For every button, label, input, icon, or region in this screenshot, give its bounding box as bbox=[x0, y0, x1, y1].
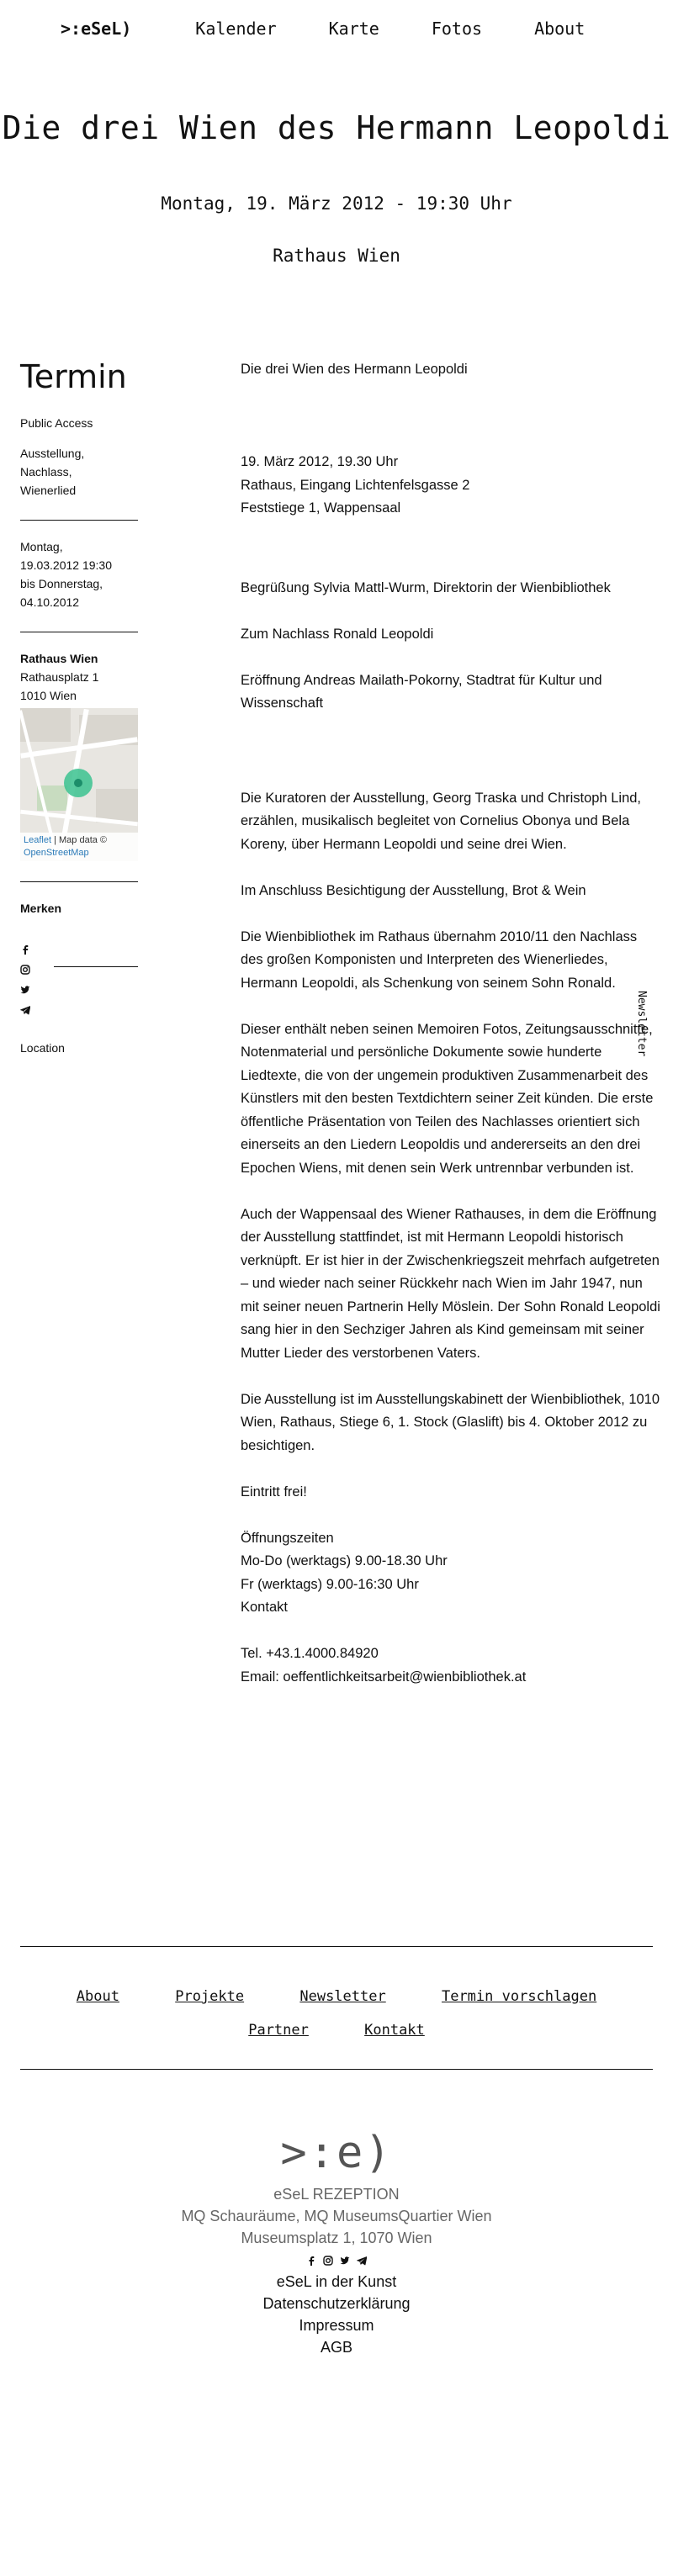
date-line: bis Donnerstag, bbox=[20, 577, 103, 590]
tag-item[interactable]: Ausstellung, bbox=[20, 447, 85, 460]
opening-hours-line: Mo-Do (werktags) 9.00-18.30 Uhr bbox=[241, 1553, 448, 1568]
footer-address bbox=[0, 2183, 673, 2249]
access-label: Public Access bbox=[20, 416, 93, 430]
footer-link-newsletter[interactable]: Newsletter bbox=[299, 1988, 386, 2005]
footer-link-datenschutz[interactable]: Datenschutzerklärung bbox=[262, 2295, 411, 2312]
paragraph: Begrüßung Sylvia Mattl-Wurm, Direktorin der Wienbibliothek bbox=[241, 579, 611, 595]
tag-item[interactable]: Nachlass, bbox=[20, 465, 72, 479]
map-attribution bbox=[20, 833, 138, 861]
divider bbox=[20, 1946, 653, 1947]
content-title: Die drei Wien des Hermann Leopoldi bbox=[241, 362, 468, 377]
site-logo[interactable]: >:eSeL) bbox=[61, 19, 132, 39]
paragraph: Eintritt frei! bbox=[241, 1484, 307, 1500]
when-line: Rathaus, Eingang Lichtenfelsgasse 2 bbox=[241, 477, 470, 493]
paragraph: Im Anschluss Besichtigung der Ausstellung, Brot & Wein bbox=[241, 882, 586, 898]
address-line: Museumsplatz 1, 1070 Wien bbox=[241, 2230, 432, 2246]
event-venue: Rathaus Wien bbox=[273, 246, 400, 266]
opening-hours-line: Kontakt bbox=[241, 1600, 288, 1615]
telegram-icon[interactable] bbox=[20, 1000, 138, 1020]
address-line: eSeL REZEPTION bbox=[273, 2186, 400, 2203]
tag-list bbox=[20, 444, 138, 500]
paragraph: Die Kuratoren der Ausstellung, Georg Traska und Christoph Lind, erzählen, musikalisch begleitet von Cornelius Obonya und Bela Koreny, über Hermann Leopoldi und seine drei Wien. bbox=[241, 790, 642, 852]
event-description bbox=[241, 358, 661, 1689]
paragraph: Eröffnung Andreas Mailath-Pokorny, Stadtrat für Kultur und Wissenschaft bbox=[241, 672, 602, 711]
date-line: 04.10.2012 bbox=[20, 595, 80, 609]
location-label[interactable]: Location bbox=[20, 1041, 65, 1055]
location-street: Rathausplatz 1 bbox=[20, 670, 99, 684]
newsletter-tab[interactable]: Newsletter bbox=[635, 991, 648, 1057]
opening-hours-line: Fr (werktags) 9.00-16:30 Uhr bbox=[241, 1576, 419, 1592]
map-attribution-text: | Map data © bbox=[51, 835, 108, 845]
paragraph: Zum Nachlass Ronald Leopoldi bbox=[241, 626, 434, 642]
divider bbox=[20, 881, 138, 882]
date-line: Montag, bbox=[20, 540, 63, 553]
footer-link-about[interactable]: About bbox=[76, 1988, 119, 2005]
when-line: 19. März 2012, 19.30 Uhr bbox=[241, 454, 399, 469]
location-city: 1010 Wien bbox=[20, 689, 77, 702]
twitter-icon[interactable] bbox=[340, 2256, 350, 2266]
instagram-icon[interactable] bbox=[20, 960, 138, 980]
paragraph: Die Ausstellung ist im Ausstellungskabinett der Wienbibliothek, 1010 Wien, Rathaus, Stiege 6, 1. Stock (Glaslift) bis 4. Oktober 2012 zu besichtigen. bbox=[241, 1391, 660, 1453]
location-block bbox=[20, 649, 138, 705]
event-sidebar bbox=[20, 358, 138, 1057]
location-name[interactable]: Rathaus Wien bbox=[20, 652, 98, 665]
footer-link-agb[interactable]: AGB bbox=[320, 2339, 352, 2356]
event-hero bbox=[0, 109, 673, 266]
nav-link-karte[interactable]: Karte bbox=[328, 19, 379, 39]
facebook-icon[interactable] bbox=[306, 2256, 316, 2266]
contact-phone: Tel. +43.1.4000.84920 bbox=[241, 1646, 379, 1661]
openstreetmap-link[interactable]: OpenStreetMap bbox=[24, 848, 89, 858]
footer-link-projekte[interactable]: Projekte bbox=[175, 1988, 245, 2005]
footer-link-termin-vorschlagen[interactable]: Termin vorschlagen bbox=[441, 1988, 597, 2005]
divider bbox=[20, 520, 138, 521]
nav-link-about[interactable]: About bbox=[534, 19, 586, 39]
divider bbox=[20, 2069, 653, 2070]
event-date: Montag, 19. März 2012 - 19:30 Uhr bbox=[161, 193, 512, 214]
paragraph: Die Wienbibliothek im Rathaus übernahm 2010/11 den Nachlass des großen Komponisten und Interpreten des Wienerliedes, Hermann Leopoldi, als Schenkung von seinem Sohn Ronald. bbox=[241, 928, 638, 991]
footer-link-impressum[interactable]: Impressum bbox=[299, 2317, 374, 2334]
date-line: 19.03.2012 19:30 bbox=[20, 558, 112, 572]
nav-link-fotos[interactable]: Fotos bbox=[431, 19, 483, 39]
footer-logo[interactable]: >:e) bbox=[280, 2128, 393, 2178]
instagram-icon[interactable] bbox=[323, 2256, 333, 2266]
tag-item[interactable]: Wienerlied bbox=[20, 484, 77, 497]
opening-hours-line: Öffnungszeiten bbox=[241, 1530, 334, 1546]
facebook-icon[interactable] bbox=[20, 939, 138, 960]
footer-navigation bbox=[0, 1980, 673, 2047]
footer-link-kontakt[interactable]: Kontakt bbox=[364, 2022, 425, 2039]
sidebar-heading: Termin bbox=[20, 358, 127, 395]
leaflet-link[interactable]: Leaflet bbox=[24, 835, 52, 845]
paragraph: Auch der Wappensaal des Wiener Rathauses, in dem die Eröffnung der Ausstellung stattfindet, ist mit Hermann Leopoldi historisch verknüpft. Er ist hier in der Zwischenkriegszeit mehrfach aufgetreten – und wieder nach seiner Rückkehr nach Wien im Jahr 1947, nun mit seiner neuen Partnerin Helly Möslein. Der Sohn Ronald Leopoldi sang hier in den Sechziger Jahren als Kind gemeinsam mit seiner Mutter Lieder des verstorbenen Vaters. bbox=[241, 1206, 660, 1361]
footer-social-icons bbox=[0, 2256, 673, 2266]
footer-link-partner[interactable]: Partner bbox=[248, 2022, 309, 2039]
telegram-icon[interactable] bbox=[357, 2256, 367, 2266]
site-footer bbox=[0, 2128, 673, 2358]
divider bbox=[54, 966, 138, 967]
contact-email[interactable]: Email: oeffentlichkeitsarbeit@wienbibliothek.at bbox=[241, 1669, 527, 1685]
footer-links bbox=[0, 2271, 673, 2358]
nav-link-kalender[interactable]: Kalender bbox=[195, 19, 277, 39]
location-map[interactable] bbox=[20, 708, 138, 861]
page-title: Die drei Wien des Hermann Leopoldi bbox=[2, 109, 671, 146]
bookmark-label[interactable]: Merken bbox=[20, 902, 62, 915]
share-icons bbox=[20, 939, 138, 1020]
twitter-icon[interactable] bbox=[20, 980, 138, 1000]
map-marker-dot bbox=[74, 779, 82, 787]
paragraph: Dieser enthält neben seinen Memoiren Fotos, Zeitungsausschnitte, Notenmaterial und persönliche Dokumente sowie hunderte Liedtexte, die von der ungemein produktiven Zusammenarbeit des Künstlers mit den besten Textdichtern seiner Zeit künden. Die erste öffentliche Präsentation von Teilen des Nachlasses orientiert sich einerseits an den Liedern Leopoldis und andererseits an den drei Epochen Wiens, mit denen sein Werk untrennbar verbunden ist. bbox=[241, 1021, 654, 1176]
top-navigation bbox=[61, 19, 637, 39]
date-range bbox=[20, 537, 138, 611]
footer-link-kunst[interactable]: eSeL in der Kunst bbox=[276, 2273, 397, 2290]
address-line: MQ Schauräume, MQ MuseumsQuartier Wien bbox=[181, 2208, 492, 2224]
when-line: Feststiege 1, Wappensaal bbox=[241, 500, 401, 516]
